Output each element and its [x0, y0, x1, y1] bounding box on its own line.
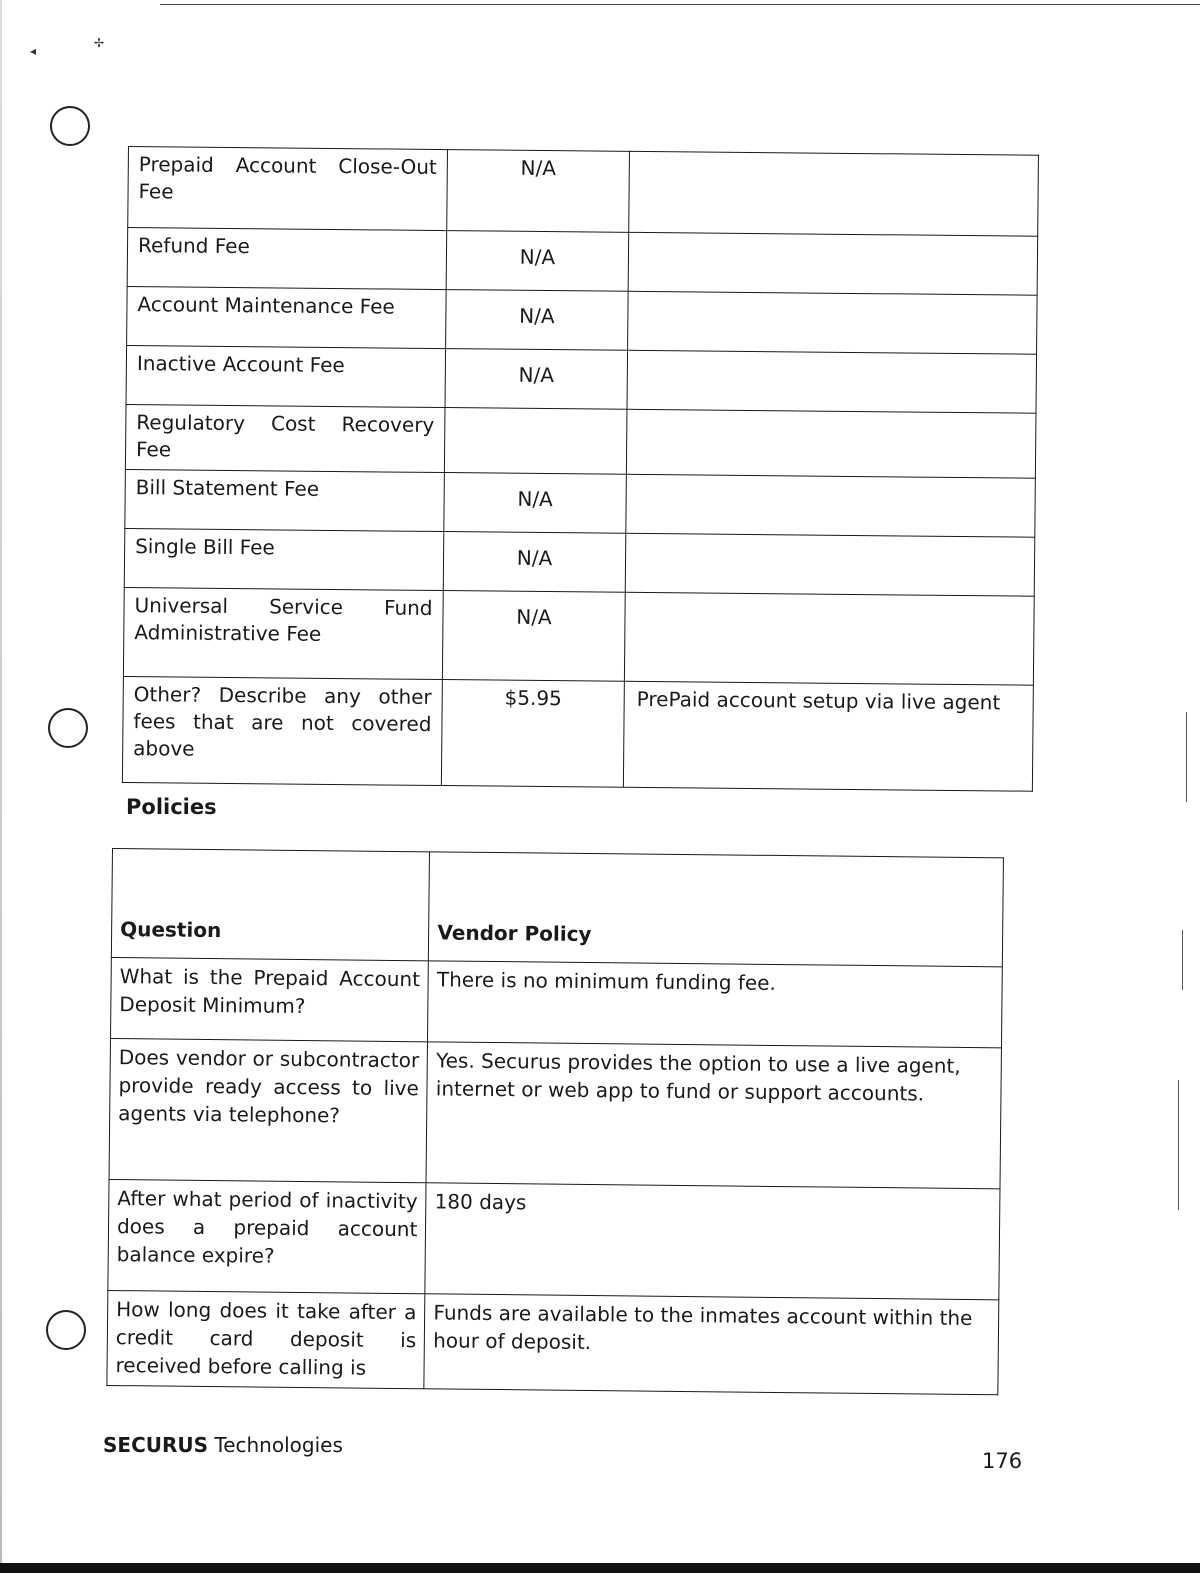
footer-brand-suffix: Technologies [208, 1433, 343, 1457]
scan-edge-mark [1186, 712, 1187, 802]
fee-description: PrePaid account setup via live agent [623, 681, 1033, 791]
fee-amount: N/A [444, 473, 627, 534]
fee-description [627, 350, 1037, 413]
column-header-question: Question [111, 849, 429, 961]
fees-table [122, 146, 1039, 792]
fee-amount: N/A [447, 150, 630, 233]
punch-hole-icon [46, 1310, 86, 1350]
table-row [125, 469, 1036, 537]
scan-speck: ✢ [94, 36, 105, 50]
table-row [109, 1038, 1001, 1188]
policy-answer: Yes. Securus provides the option to use a live agent, internet or web app to fund or support accounts. [426, 1042, 1001, 1189]
fee-amount: N/A [446, 231, 629, 292]
table-row [123, 587, 1034, 685]
scan-left-edge [0, 0, 2, 1573]
fee-amount: N/A [446, 290, 629, 351]
fee-description [626, 409, 1036, 478]
policy-answer: There is no minimum funding fee. [428, 961, 1002, 1048]
table-row [108, 1179, 1000, 1299]
policy-question: Does vendor or subcontractor provide ready access to live agents via telephone? [109, 1038, 428, 1182]
policies-table [106, 848, 1004, 1395]
fee-amount: N/A [442, 591, 625, 682]
fee-name: Universal Service Fund Administrative Fee [123, 587, 443, 679]
table-row [128, 147, 1039, 237]
fee-amount: $5.95 [441, 680, 624, 788]
scan-bottom-bar [0, 1563, 1200, 1573]
table-row [126, 345, 1037, 413]
footer-brand [103, 1433, 343, 1457]
fee-name: Inactive Account Fee [126, 345, 446, 407]
table-row [127, 286, 1038, 354]
fee-name: Regulatory Cost Recovery Fee [125, 404, 445, 472]
table-row [111, 957, 1003, 1047]
policy-answer: 180 days [425, 1183, 1000, 1300]
fee-amount: N/A [443, 532, 626, 593]
policy-question: How long does it take after a credit card deposit is received before calling is [107, 1290, 425, 1388]
fee-description [625, 533, 1035, 596]
scan-top-rule [160, 4, 1200, 5]
table-row [122, 676, 1033, 791]
fee-description [628, 232, 1038, 295]
punch-hole-icon [48, 708, 88, 748]
policy-answer: Funds are available to the inmates account within the hour of deposit. [424, 1294, 999, 1395]
table-header-row [111, 849, 1003, 967]
fee-amount: N/A [445, 349, 628, 410]
section-heading-policies: Policies [126, 795, 217, 819]
punch-hole-icon [50, 106, 90, 146]
scan-edge-mark [1178, 1080, 1179, 1210]
fee-name: Refund Fee [127, 228, 447, 290]
fee-amount [444, 408, 627, 475]
fee-description [628, 291, 1038, 354]
footer-brand-name: SECURUS [103, 1433, 209, 1457]
table-row [127, 228, 1038, 296]
table-row [124, 528, 1035, 596]
scan-edge-mark [1182, 930, 1183, 990]
page-number: 176 [982, 1449, 1023, 1473]
fee-name: Single Bill Fee [124, 528, 444, 590]
fee-description [629, 151, 1039, 236]
fee-description [624, 592, 1034, 685]
scan-speck: ◂ [30, 44, 37, 58]
policy-question: After what period of inactivity does a prepaid account balance expire? [108, 1179, 426, 1293]
fee-name: Account Maintenance Fee [127, 286, 447, 348]
fee-name: Prepaid Account Close-Out Fee [128, 147, 448, 231]
fee-description [626, 474, 1036, 537]
fee-name: Other? Describe any other fees that are not covered above [122, 676, 442, 785]
column-header-vendor-policy: Vendor Policy [429, 852, 1004, 967]
table-row [107, 1290, 999, 1394]
policy-question: What is the Prepaid Account Deposit Minimum? [111, 957, 429, 1041]
table-row [125, 404, 1036, 478]
fee-name: Bill Statement Fee [125, 469, 445, 531]
